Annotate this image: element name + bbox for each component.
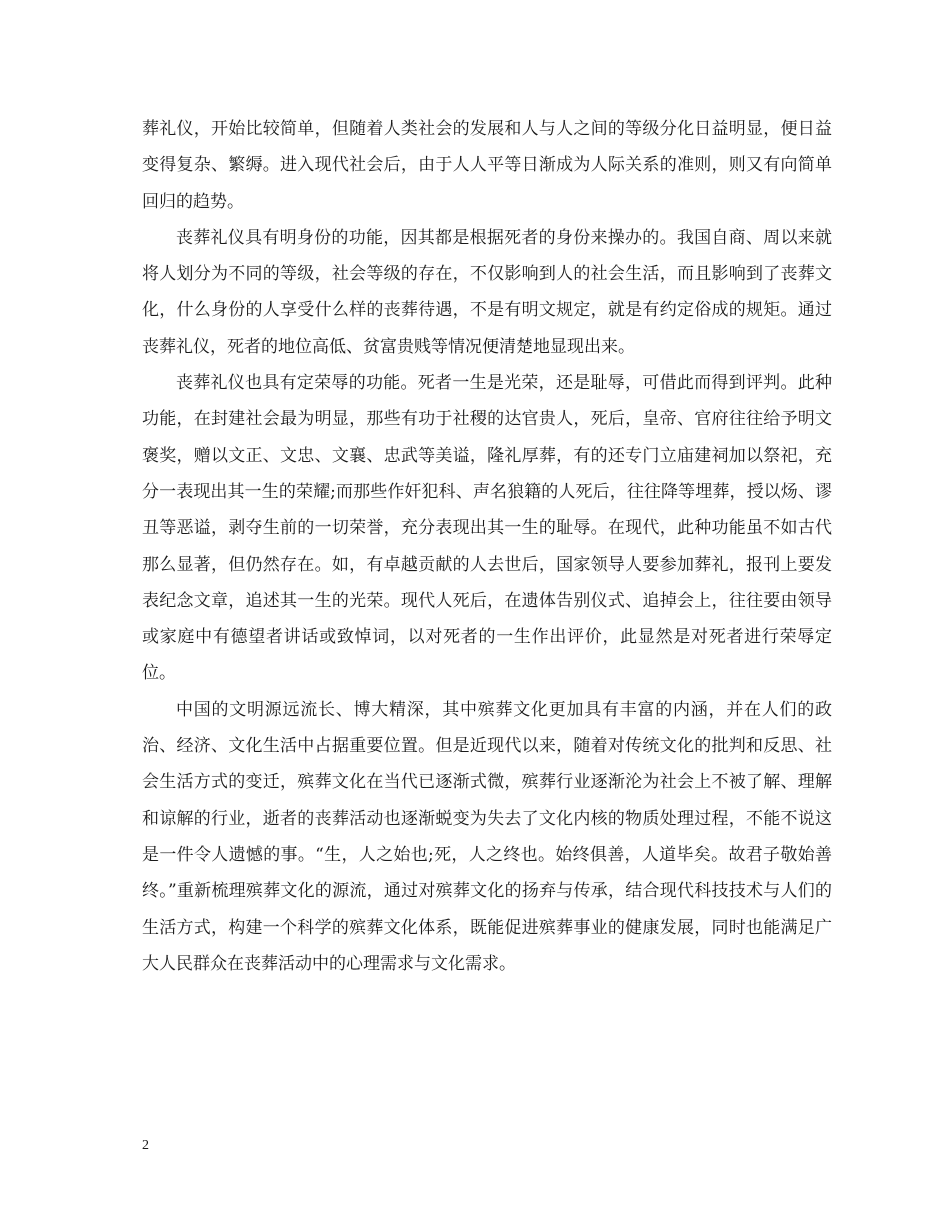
paragraph-1: 葬礼仪，开始比较简单，但随着人类社会的发展和人与人之间的等级分化日益明显，便日益变得复杂、繁缛。进入现代社会后，由于人人平等日渐成为人际关系的准则，则又有向简单回归的趋势。 <box>142 119 832 212</box>
paragraph-4: 中国的文明源远流长、博大精深，其中殡葬文化更加具有丰富的内涵，并在人们的政治、经济、文化生活中占据重要位置。但是近现代以来，随着对传统文化的批判和反思、社会生活方式的变迁，殡葬文化在当代已逐渐式微，殡葬行业逐渐沦为社会上不被了解、理解和谅解的行业，逝者的丧葬活动也逐渐蜕变为失去了文化内核的物质处理过程，不能不说这是一件令人遗憾的事。“生，人之始也;死，人之终也。始终俱善，人道毕矣。故君子敬始善终。”重新梳理殡葬文化的源流，通过对殡葬文化的扬弃与传承，结合现代科技技术与人们的生活方式，构建一个科学的殡葬文化体系，既能促进殡葬事业的健康发展，同时也能满足广大人民群众在丧葬活动中的心理需求与文化需求。 <box>142 699 832 974</box>
paragraph-3: 丧葬礼仪也具有定荣辱的功能。死者一生是光荣，还是耻辱，可借此而得到评判。此种功能，在封建社会最为明显，那些有功于社稷的达官贵人，死后，皇帝、官府往往给予明文褒奖，赠以文正、文忠、文襄、忠武等美谥，隆礼厚葬，有的还专门立庙建祠加以祭祀，充分一表现出其一生的荣耀;而那些作奸犯科、声名狼籍的人死后，往往降等埋葬，授以炀、谬丑等恶谥，剥夺生前的一切荣誉，充分表现出其一生的耻辱。在现代，此种功能虽不如古代那么显著，但仍然存在。如，有卓越贡献的人去世后，国家领导人要参加葬礼，报刊上要发表纪念文章，追述其一生的光荣。现代人死后，在遗体告别仪式、追掉会上，往往要由领导或家庭中有德望者讲话或致悼词，以对死者的一生作出评价，此显然是对死者进行荣辱定位。 <box>142 373 832 684</box>
document-body <box>142 111 832 982</box>
page-number: 2 <box>142 1138 149 1153</box>
paragraph-2: 丧葬礼仪具有明身份的功能，因其都是根据死者的身份来操办的。我国自商、周以来就将人划分为不同的等级，社会等级的存在，不仅影响到人的社会生活，而且影响到了丧葬文化，什么身份的人享受什么样的丧葬待遇，不是有明文规定，就是有约定俗成的规矩。通过丧葬礼仪，死者的地位高低、贫富贵贱等情况便清楚地显现出来。 <box>142 227 832 357</box>
